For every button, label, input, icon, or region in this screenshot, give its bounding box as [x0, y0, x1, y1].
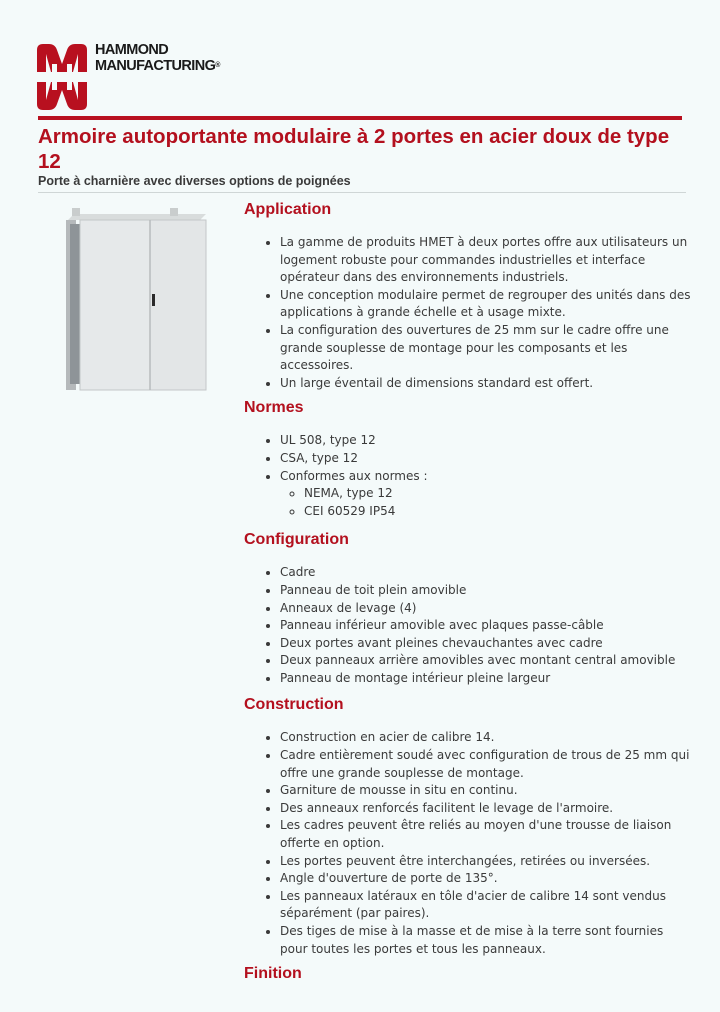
list-item: • UL 508, type 12 — [280, 432, 694, 450]
brand-line1: HAMMOND — [95, 42, 169, 58]
header-rule — [38, 116, 682, 120]
construction-list — [244, 729, 694, 958]
hammond-logo-mark — [37, 42, 87, 112]
list-item: • Panneau inférieur amovible avec plaques passe-câble — [280, 617, 694, 635]
section-configuration — [244, 528, 694, 687]
list-item: • Anneaux de levage (4) — [280, 600, 694, 618]
page-title: Armoire autoportante modulaire à 2 portes en acier doux de type 12 — [38, 125, 670, 173]
list-item: • Angle d'ouverture de porte de 135°. — [280, 870, 694, 888]
list-item: • La gamme de produits HMET à deux portes offre aux utilisateurs un logement robuste pour commandes industrielles et interface opérateur dans des environnements industriels. — [280, 234, 694, 287]
product-image — [62, 204, 212, 392]
list-item: • Cadre entièrement soudé avec configuration de trous de 25 mm qui offre une grande souplesse de montage. — [280, 747, 694, 782]
list-item: • Un large éventail de dimensions standard est offert. — [280, 375, 694, 393]
subtitle-divider — [38, 192, 686, 193]
section-heading-finition: Finition — [244, 965, 302, 983]
list-item: • Les cadres peuvent être reliés au moyen d'une trousse de liaison offerte en option. — [280, 817, 694, 852]
configuration-list — [244, 564, 694, 687]
section-application — [244, 198, 694, 392]
list-item: • Les panneaux latéraux en tôle d'acier de calibre 14 sont vendus séparément (par paires). — [280, 888, 694, 923]
list-item-text: Conformes aux normes : — [280, 468, 428, 483]
registered-mark: ® — [215, 62, 220, 69]
list-item: • Deux panneaux arrière amovibles avec montant central amovible — [280, 652, 694, 670]
section-finition — [244, 962, 694, 986]
list-item: • Garniture de mousse in situ en continu. — [280, 782, 694, 800]
list-item: • Cadre — [280, 564, 694, 582]
list-item: • Une conception modulaire permet de regrouper des unités dans des applications à grande échelle et à usage mixte. — [280, 287, 694, 322]
brand-line2 — [95, 58, 220, 74]
list-item: • La configuration des ouvertures de 25 mm sur le cadre offre une grande souplesse de montage pour les composants et les accessoires. — [280, 322, 694, 375]
sub-list-item: ◦ CEI 60529 IP54 — [304, 503, 694, 521]
section-heading-configuration: Configuration — [244, 531, 349, 549]
section-heading-application: Application — [244, 201, 332, 218]
list-item: • Deux portes avant pleines chevauchantes avec cadre — [280, 635, 694, 653]
brand-line2-text: MANUFACTURING — [95, 58, 216, 74]
section-normes — [244, 396, 694, 520]
list-item — [280, 468, 694, 521]
section-construction — [244, 693, 694, 958]
page-subtitle: Porte à charnière avec diverses options de poignées — [38, 174, 351, 188]
list-item: • CSA, type 12 — [280, 450, 694, 468]
section-heading-construction: Construction — [244, 696, 344, 714]
list-item: • Construction en acier de calibre 14. — [280, 729, 694, 747]
brand-wordmark — [95, 42, 220, 74]
list-item: • Des tiges de mise à la masse et de mise à la terre sont fournies pour toutes les portes et tous les panneaux. — [280, 923, 694, 958]
list-item: • Panneau de montage intérieur pleine largeur — [280, 670, 694, 688]
application-list — [244, 234, 694, 392]
list-item: • Des anneaux renforcés facilitent le levage de l'armoire. — [280, 800, 694, 818]
section-heading-normes: Normes — [244, 399, 304, 417]
normes-list — [244, 432, 694, 520]
list-item: • Panneau de toit plein amovible — [280, 582, 694, 600]
hammond-logo — [37, 42, 257, 114]
list-item: • Les portes peuvent être interchangées, retirées ou inversées. — [280, 853, 694, 871]
sub-list-item: ◦ NEMA, type 12 — [304, 485, 694, 503]
normes-sublist — [280, 485, 694, 520]
content-column — [244, 198, 694, 986]
